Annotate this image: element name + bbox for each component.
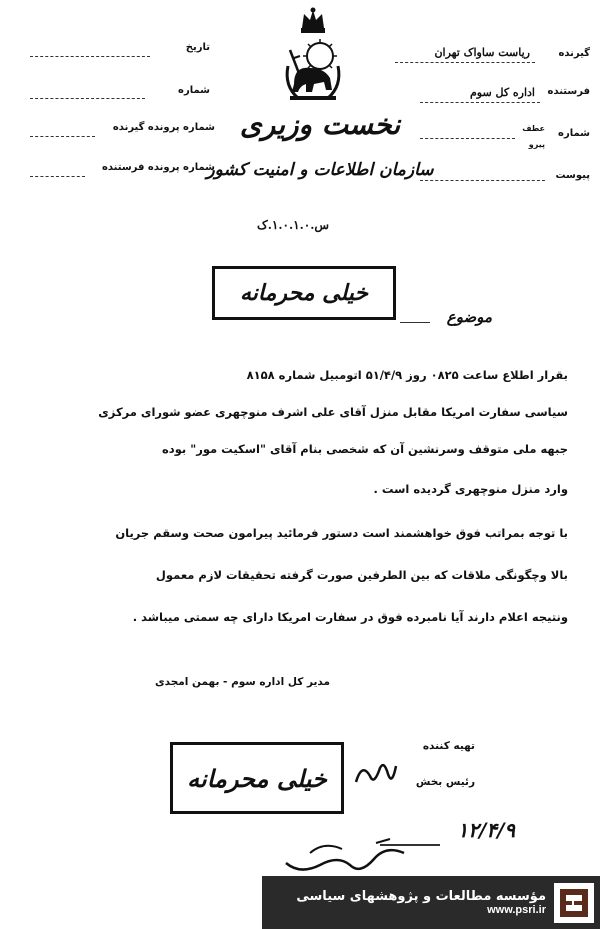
signature-line: مدیر کل اداره سوم - بهمن امجدی [155, 676, 330, 688]
recipient-dotted-line [395, 62, 535, 63]
number-label-left: شماره [178, 85, 210, 96]
receiver-file-label: شماره پرونده گیرنده [112, 122, 215, 133]
subject-line [400, 322, 430, 323]
body-line-2: سیاسی سفارت امریکا مقابل منزل آقای علی اشرف منوچهری عضو شورای مرکزی [98, 405, 568, 419]
date-dotted-line [30, 56, 150, 57]
psri-logo-icon [554, 883, 594, 923]
body-para2-line-3: ونتیجه اعلام دارند آیا نامبرده فوق در سفارت امریکا دارای چه سمتی میباشد . [132, 610, 568, 624]
body-line-4: وارد منزل منوچهری گردیده است . [373, 482, 568, 496]
number-dotted-line-right [420, 138, 515, 139]
number-label-right: شماره [558, 128, 590, 139]
header-title: نخست وزیری [239, 108, 401, 141]
sender-file-label: شماره پرونده فرستنده [102, 162, 215, 173]
handwritten-signature [280, 835, 410, 880]
body-para2-line-2: بالا وچگونگی ملاقات که بین الطرفین صورت گرفته تحقیقات لازم معمول [155, 568, 568, 582]
header-ref: س.۱.۰.۱.۰.ک [256, 218, 330, 232]
attachment-label: پیوست [555, 170, 590, 181]
recipient-value: ریاست ساواک تهران [434, 46, 530, 59]
receiver-file-dotted-line [30, 136, 95, 137]
preparer-role: رئیس بخش [415, 776, 475, 788]
subject-stamp-text: خیلی محرمانه [239, 280, 369, 306]
footer-watermark [262, 876, 600, 929]
recipient-label: گیرنده [558, 48, 590, 59]
body-line-3: جبهه ملی متوقف وسرنشین آن که شخصی بنام آقای "اسکیت مور" بوده [162, 442, 568, 456]
preparer-label: تهیه کننده [422, 740, 475, 752]
initials-signature [352, 758, 398, 792]
date-label: تاریخ [185, 42, 210, 53]
number-sub-atf: عطف [522, 124, 545, 133]
subject-label: موضوع [446, 308, 492, 326]
body-para2-line-1: با توجه بمراتب فوق خواهشمند است دستور فرمائید پیرامون صحت وسقم جریان [115, 526, 568, 540]
lion-and-sun-emblem-icon [280, 6, 346, 110]
number-dotted-line-left [30, 98, 145, 99]
attachment-dotted-line [420, 180, 545, 181]
sender-dotted-line [420, 102, 540, 103]
header-subtitle: سازمان اطلاعات و امنیت کشور [206, 160, 434, 180]
subject-confidential-stamp [212, 266, 396, 320]
sender-label: فرستنده [547, 86, 590, 97]
number-sub-peyro: پیرو [528, 140, 545, 149]
bottom-stamp-text: خیلی محرمانه [187, 763, 327, 793]
footer-url[interactable]: www.psri.ir [487, 904, 546, 916]
sender-file-dotted-line [30, 176, 85, 177]
sender-value: اداره کل سوم [469, 86, 535, 99]
handwritten-date: ۱۲/۴/۹ [457, 818, 515, 842]
bottom-confidential-stamp [170, 742, 344, 814]
footer-org: مؤسسه مطالعات و پژوهشهای سیاسی [296, 889, 546, 904]
body-line-1: بقرار اطلاع ساعت ۰۸۲۵ روز ۵۱/۴/۹ اتومبیل شماره ۸۱۵۸ [246, 368, 568, 382]
